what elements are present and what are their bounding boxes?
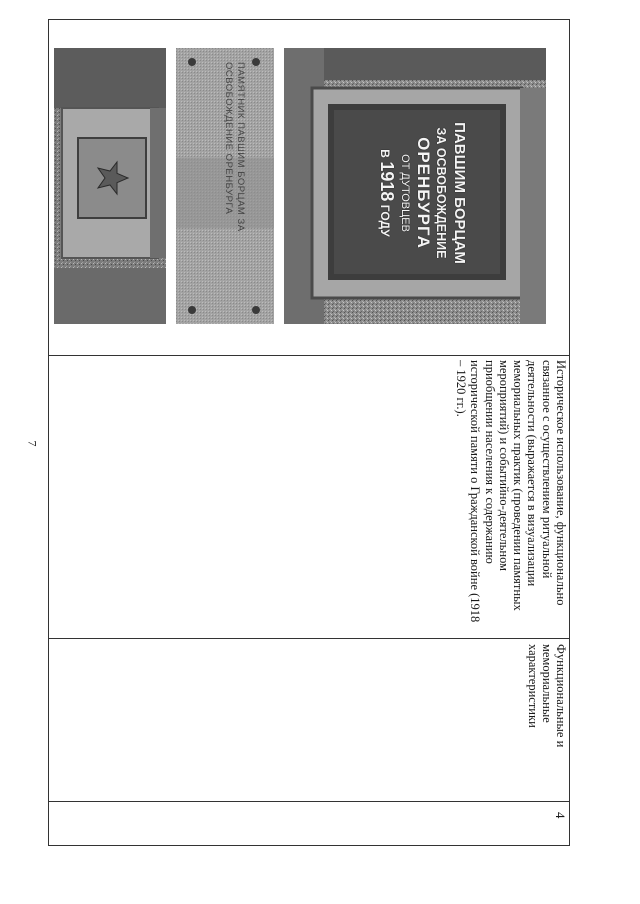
page-number: 7 [25, 440, 40, 447]
plaque-year: 1918 [377, 161, 397, 202]
small-plaque-text-block [176, 48, 274, 324]
small-plaque-inscription [222, 62, 246, 312]
name-line: характеристики [526, 644, 540, 728]
plaque-line: ЗА ОСВОБОЖДЕНИЕ [434, 127, 448, 259]
row-number: 4 [553, 812, 568, 819]
small-plaque-line: ПАМЯТНИК ПАВШИМ БОРЦАМ ЗА [235, 62, 246, 232]
description-line: мемориальных практик (проведении памятных [511, 360, 526, 611]
characteristic-name-cell [48, 642, 570, 798]
description-line: исторической памяти о Гражданской войне (1918 [468, 360, 483, 623]
monument-photo-drawing [54, 48, 166, 324]
description-line: деятельности (выражается в визуализации [525, 360, 540, 587]
photo-small-plaque [176, 48, 274, 324]
description-line: мероприятий) и событийно-деятельном [496, 360, 511, 571]
column-divider-number [48, 801, 570, 802]
description-line: – 1920 гг.). [453, 360, 468, 417]
plaque-line: ПАВШИМ БОРЦАМ [451, 122, 468, 264]
row-number-cell [48, 808, 570, 844]
description-line: приобщении населения к содержанию [482, 360, 497, 564]
column-divider-photos [48, 355, 570, 356]
characteristic-description-cell [48, 358, 570, 636]
plaque-inscription [348, 118, 468, 268]
small-plaque-line: ОСВОБОЖДЕНИЕ ОРЕНБУРГА [223, 62, 234, 215]
plaque-year-line [376, 118, 396, 268]
name-line: Функциональные и [554, 644, 568, 748]
photo-memorial-plaque [284, 48, 546, 324]
name-line: мемориальные [540, 644, 554, 723]
plaque-year-suffix: ГОДУ [378, 204, 392, 237]
photo-monument-star [54, 48, 166, 324]
plaque-text-block [284, 48, 546, 324]
plaque-line: ОРЕНБУРГА [414, 137, 433, 249]
plaque-year-prefix: В [378, 149, 392, 158]
plaque-line: ОТ ДУТОВЦЕВ [399, 154, 411, 232]
description-text [338, 360, 568, 636]
description-line: связанное с осуществлением ритуальной [539, 360, 554, 579]
description-line: Историческое использование, функционально [554, 360, 568, 606]
photos-cell [54, 48, 558, 324]
column-divider-description [48, 638, 570, 639]
